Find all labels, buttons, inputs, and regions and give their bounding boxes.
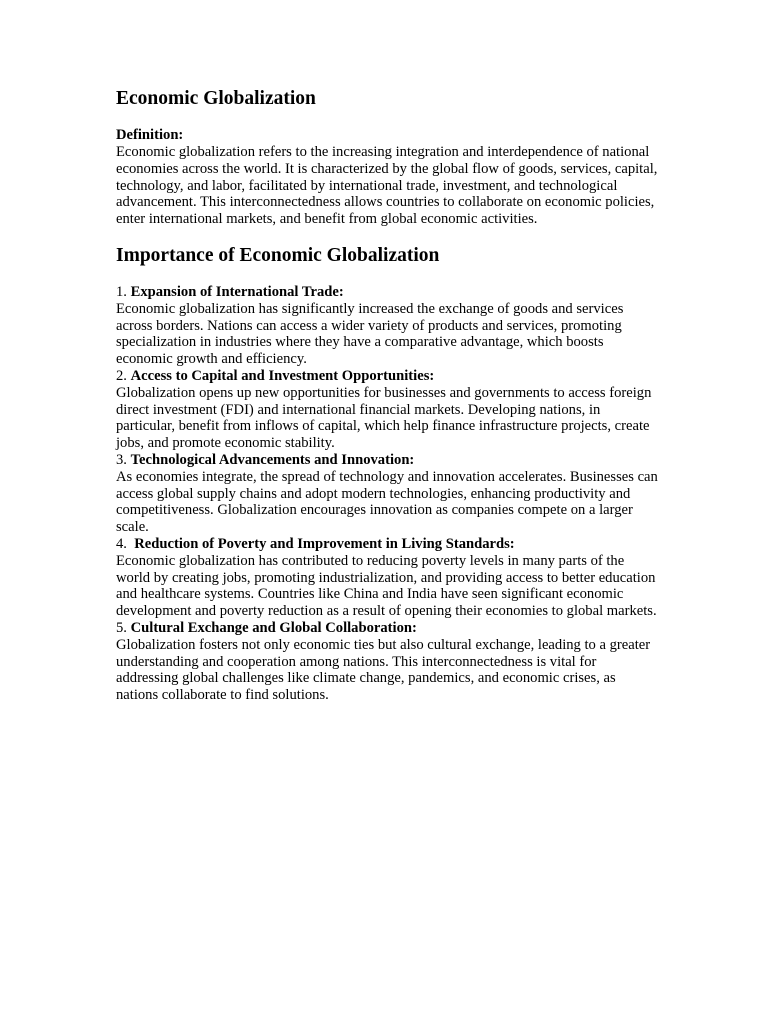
item-text: Economic globalization has significantly increased the exchange of goods and services across borders. Nations can access a wider variety of products and services, promoting specialization in industries where they have a comparative advantage, which boosts economic growth and efficiency. bbox=[116, 300, 624, 368]
item-number: 4. bbox=[116, 535, 131, 552]
item-number: 1. bbox=[116, 283, 127, 300]
item-number: 2. bbox=[116, 367, 127, 384]
item-text: As economies integrate, the spread of technology and innovation accelerates. Businesses can access global supply chains and adopt modern technologies, enhancing productivity and competitiveness. Globalization encourages innovation as companies compete on a larger scale. bbox=[116, 468, 658, 536]
item-header bbox=[116, 452, 661, 469]
list-item bbox=[116, 452, 661, 536]
item-header bbox=[116, 368, 661, 385]
item-header bbox=[116, 284, 661, 301]
importance-list bbox=[116, 284, 661, 704]
item-heading: Access to Capital and Investment Opportunities: bbox=[130, 367, 435, 384]
list-item bbox=[116, 620, 661, 704]
document-page bbox=[116, 86, 661, 704]
list-item bbox=[116, 284, 661, 368]
item-heading: Cultural Exchange and Global Collaboration: bbox=[130, 619, 417, 636]
list-item bbox=[116, 368, 661, 452]
definition-text: Economic globalization refers to the increasing integration and interdependence of national economies across the world. It is characterized by the global flow of goods, services, capital, technology, and labor, facilitated by international trade, investment, and technological advancement. This interconnectedness allows countries to collaborate on economic policies, enter international markets, and benefit from global economic activities. bbox=[116, 144, 658, 228]
item-text: Globalization opens up new opportunities for businesses and governments to access foreign direct investment (FDI) and international financial markets. Developing nations, in particular, benefit from inflows of capital, which help finance infrastructure projects, create jobs, and promote economic stability. bbox=[116, 384, 652, 452]
item-text: Economic globalization has contributed to reducing poverty levels in many parts of the world by creating jobs, promoting industrialization, and providing access to better education and healthcare systems. Countries like China and India have seen significant economic development and poverty reduction as a result of opening their economies to global markets. bbox=[116, 552, 657, 620]
definition-label: Definition: bbox=[116, 127, 184, 143]
list-item bbox=[116, 536, 661, 620]
item-heading: Expansion of International Trade: bbox=[130, 283, 344, 300]
section-title: Importance of Economic Globalization bbox=[116, 244, 440, 266]
item-header bbox=[116, 536, 661, 553]
item-heading: Reduction of Poverty and Improvement in Living Standards: bbox=[134, 535, 515, 552]
item-heading: Technological Advancements and Innovation: bbox=[130, 451, 415, 468]
item-number: 5. bbox=[116, 619, 127, 636]
item-number: 3. bbox=[116, 451, 127, 468]
document-title: Economic Globalization bbox=[116, 88, 316, 109]
item-header bbox=[116, 620, 661, 637]
item-text: Globalization fosters not only economic ties but also cultural exchange, leading to a greater understanding and cooperation among nations. This interconnectedness is vital for addressing global challenges like climate change, pandemics, and economic crises, as nations collaborate to find solutions. bbox=[116, 636, 651, 704]
